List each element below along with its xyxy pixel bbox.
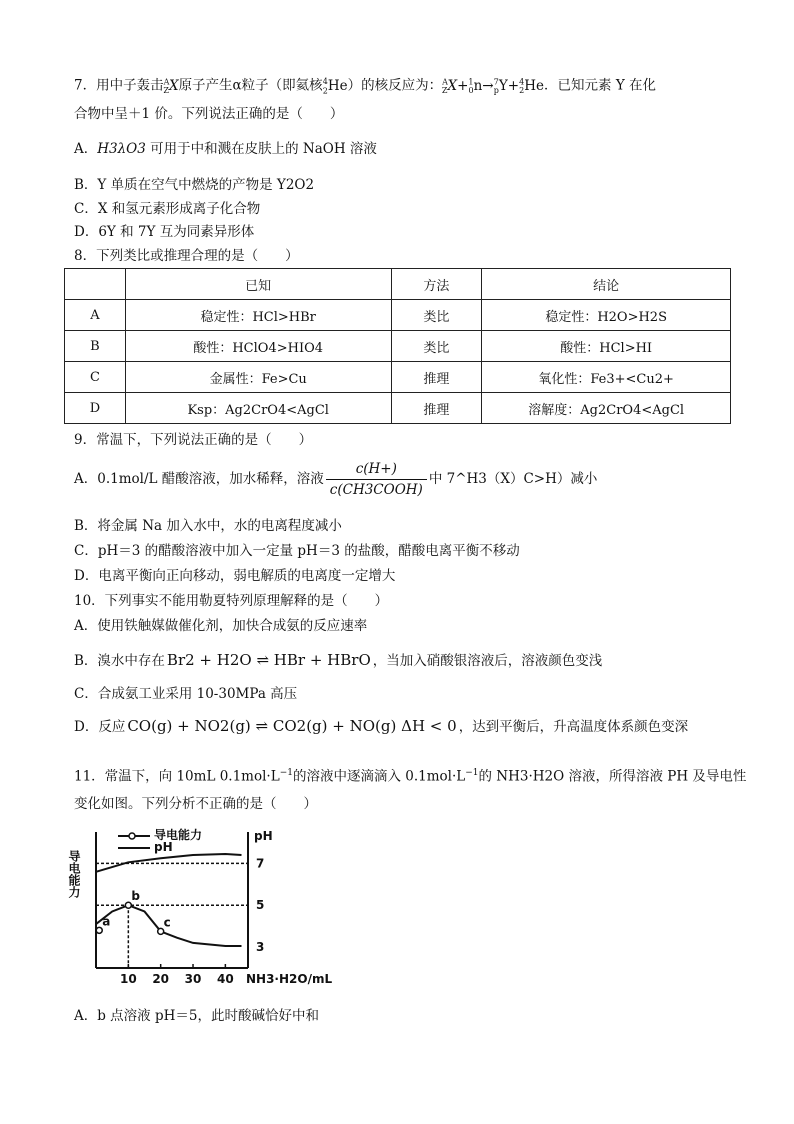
y-left-axis-label: 导电能力: [67, 850, 81, 898]
q10-option-d-text: ，达到平衡后，升高温度体系颜色变深: [458, 719, 689, 735]
q10-option-d-equation: CO(g) + NO2(g) ⇌ CO2(g) + NO(g) ΔH < 0: [127, 717, 457, 735]
legend-marker-conductivity: [129, 833, 135, 839]
y-tick-label: 5: [256, 898, 265, 913]
q9-fraction-numerator: c(H+): [326, 459, 427, 480]
q11-stem: 11．常温下，向 10mL $0.1mol\cdot L^{-1}$的溶液中逐滴滴入 $0.1mol\cdot L^{-1}$的 NH3·H2O 溶液，所得溶液 PH 及导电性: [74, 768, 747, 785]
q7-reaction: $^A_Z$X+$^1_0$n→$^7_p$Y+$^4_2$He: [441, 77, 545, 96]
table-row: [65, 393, 731, 424]
legend-label-conductivity: 导电能力: [154, 828, 203, 842]
row-conclusion: 氧化性：Fe3+<Cu2+: [482, 362, 731, 393]
legend-label-ph: pH: [154, 840, 173, 854]
q7-stem: [74, 72, 656, 101]
q8-header-cell: 方法: [391, 269, 482, 300]
row-method: 类比: [391, 331, 482, 362]
q11-stem-b: 的溶液中逐滴滴入 0.1mol·L: [292, 768, 466, 785]
point-label: a: [102, 914, 111, 929]
q7-option-a: [74, 139, 377, 159]
q9-option-a-text: A．0.1mol/L 醋酸溶液，加水稀释，溶液: [74, 471, 324, 487]
x-tick-label: 30: [184, 972, 202, 986]
table-row: [65, 300, 731, 331]
row-method: 推理: [391, 393, 482, 424]
q10-stem: 10．下列事实不能用勒夏特列原理解释的是（ ）: [74, 593, 389, 609]
q9-option-b: B．将金属 Na 加入水中，水的电离程度减小: [74, 518, 342, 534]
row-label: C: [65, 362, 126, 393]
q7-option-a-text: 可用于中和溅在皮肤上的 NaOH 溶液: [145, 141, 377, 157]
q11-stem-c: 的 NH3·H2O 溶液，所得溶液 PH 及导电性: [478, 768, 747, 785]
q10-option-a: A．使用铁触媒做催化剂，加快合成氨的反应速率: [74, 618, 368, 634]
chart-points: [96, 889, 171, 934]
q7-text-a: 7．用中子轰击: [74, 77, 164, 94]
q9-stem: 9．常温下，下列说法正确的是（ ）: [74, 432, 313, 448]
row-method: 类比: [391, 300, 482, 331]
q7-text-c: ）的核反应为：: [347, 77, 443, 94]
q7-text-b: 原子产生α粒子（即氦核: [178, 77, 323, 94]
q11-stem-a: 11．常温下，向 10mL 0.1mol·L: [74, 768, 280, 785]
row-known: 酸性：HClO4>HIO4: [125, 331, 391, 362]
point-label: b: [131, 889, 140, 904]
q9-fraction: [326, 459, 427, 500]
chart-series: [96, 854, 242, 946]
q8-table: [64, 268, 731, 424]
q7-text-d: ．已知元素 Y 在化: [544, 77, 657, 94]
q8-header-cell: [65, 269, 126, 300]
q7-option-c: C．X 和氢元素形成离子化合物: [74, 201, 261, 217]
chart-reference-lines: [96, 863, 248, 968]
q7-option-d: D．6Y 和 7Y 互为同素异形体: [74, 224, 255, 240]
q7-stem-line2: 合物中呈＋1 价。下列说法正确的是（ ）: [74, 106, 344, 122]
y-right-axis-label: pH: [254, 829, 273, 843]
q11-stem-line2: 变化如图。下列分析不正确的是（ ）: [74, 796, 317, 812]
q11-chart: [67, 826, 333, 990]
q9-option-d: D．电离平衡向正向移动，弱电解质的电离度一定增大: [74, 568, 396, 584]
row-label: A: [65, 300, 126, 331]
q10-option-d-label: D．反应: [74, 719, 126, 735]
y-tick-label: 3: [256, 940, 265, 955]
q7-nuclide-he: $_2^4$He: [322, 77, 348, 96]
q10-option-b: [74, 650, 602, 671]
q10-option-b-label: B．溴水中存在: [74, 653, 165, 669]
q9-option-a: [74, 458, 597, 500]
q10-option-b-text: ，当加入硝酸银溶液后，溶液颜色变浅: [372, 653, 603, 669]
q9-fraction-denominator: c(CH3COOH): [329, 482, 423, 498]
table-row: [65, 331, 731, 362]
row-known: Ksp：Ag2CrO4<AgCl: [125, 393, 391, 424]
y-tick-label: 7: [256, 856, 265, 871]
x-tick-label: 40: [217, 972, 234, 986]
q7-nuclide-x: $^A_Z$X: [163, 77, 179, 96]
row-known: 稳定性：HCl>HBr: [125, 300, 391, 331]
row-label: D: [65, 393, 126, 424]
q7-option-a-formula: H3λO3: [97, 141, 146, 157]
q8-table-header: [65, 269, 731, 300]
point-label: c: [163, 915, 171, 930]
q9-option-c: C．pH＝3 的醋酸溶液中加入一定量 pH＝3 的盐酸，醋酸电离平衡不移动: [74, 543, 520, 559]
table-row: [65, 362, 731, 393]
x-tick-label: 10: [119, 972, 137, 986]
q8-stem: 8．下列类比或推理合理的是（ ）: [74, 248, 299, 264]
x-tick-label: 20: [152, 972, 170, 986]
chart-labels: [67, 827, 332, 986]
q10-option-b-equation: Br2 + H2O ⇌ HBr + HBrO: [166, 651, 371, 669]
q8-header-cell: 已知: [125, 269, 391, 300]
row-conclusion: 稳定性：H2O>H2S: [482, 300, 731, 331]
q10-option-d: [74, 716, 688, 737]
row-conclusion: 酸性：HCl>HI: [482, 331, 731, 362]
q9-option-a-tail: 中 7^H3（X）C>H）减小: [428, 471, 598, 487]
row-label: B: [65, 331, 126, 362]
q10-option-c: C．合成氨工业采用 10-30MPa 高压: [74, 686, 298, 702]
row-conclusion: 溶解度：Ag2CrO4<AgCl: [482, 393, 731, 424]
row-known: 金属性：Fe>Cu: [125, 362, 391, 393]
x-axis-label: NH3·H2O/mL: [246, 972, 333, 986]
q7-option-a-label: A．: [74, 141, 98, 157]
row-method: 推理: [391, 362, 482, 393]
q7-option-b: B．Y 单质在空气中燃烧的产物是 Y2O2: [74, 177, 315, 193]
q11-option-a: A．b 点溶液 pH＝5，此时酸碱恰好中和: [74, 1008, 319, 1024]
q8-header-cell: 结论: [482, 269, 731, 300]
